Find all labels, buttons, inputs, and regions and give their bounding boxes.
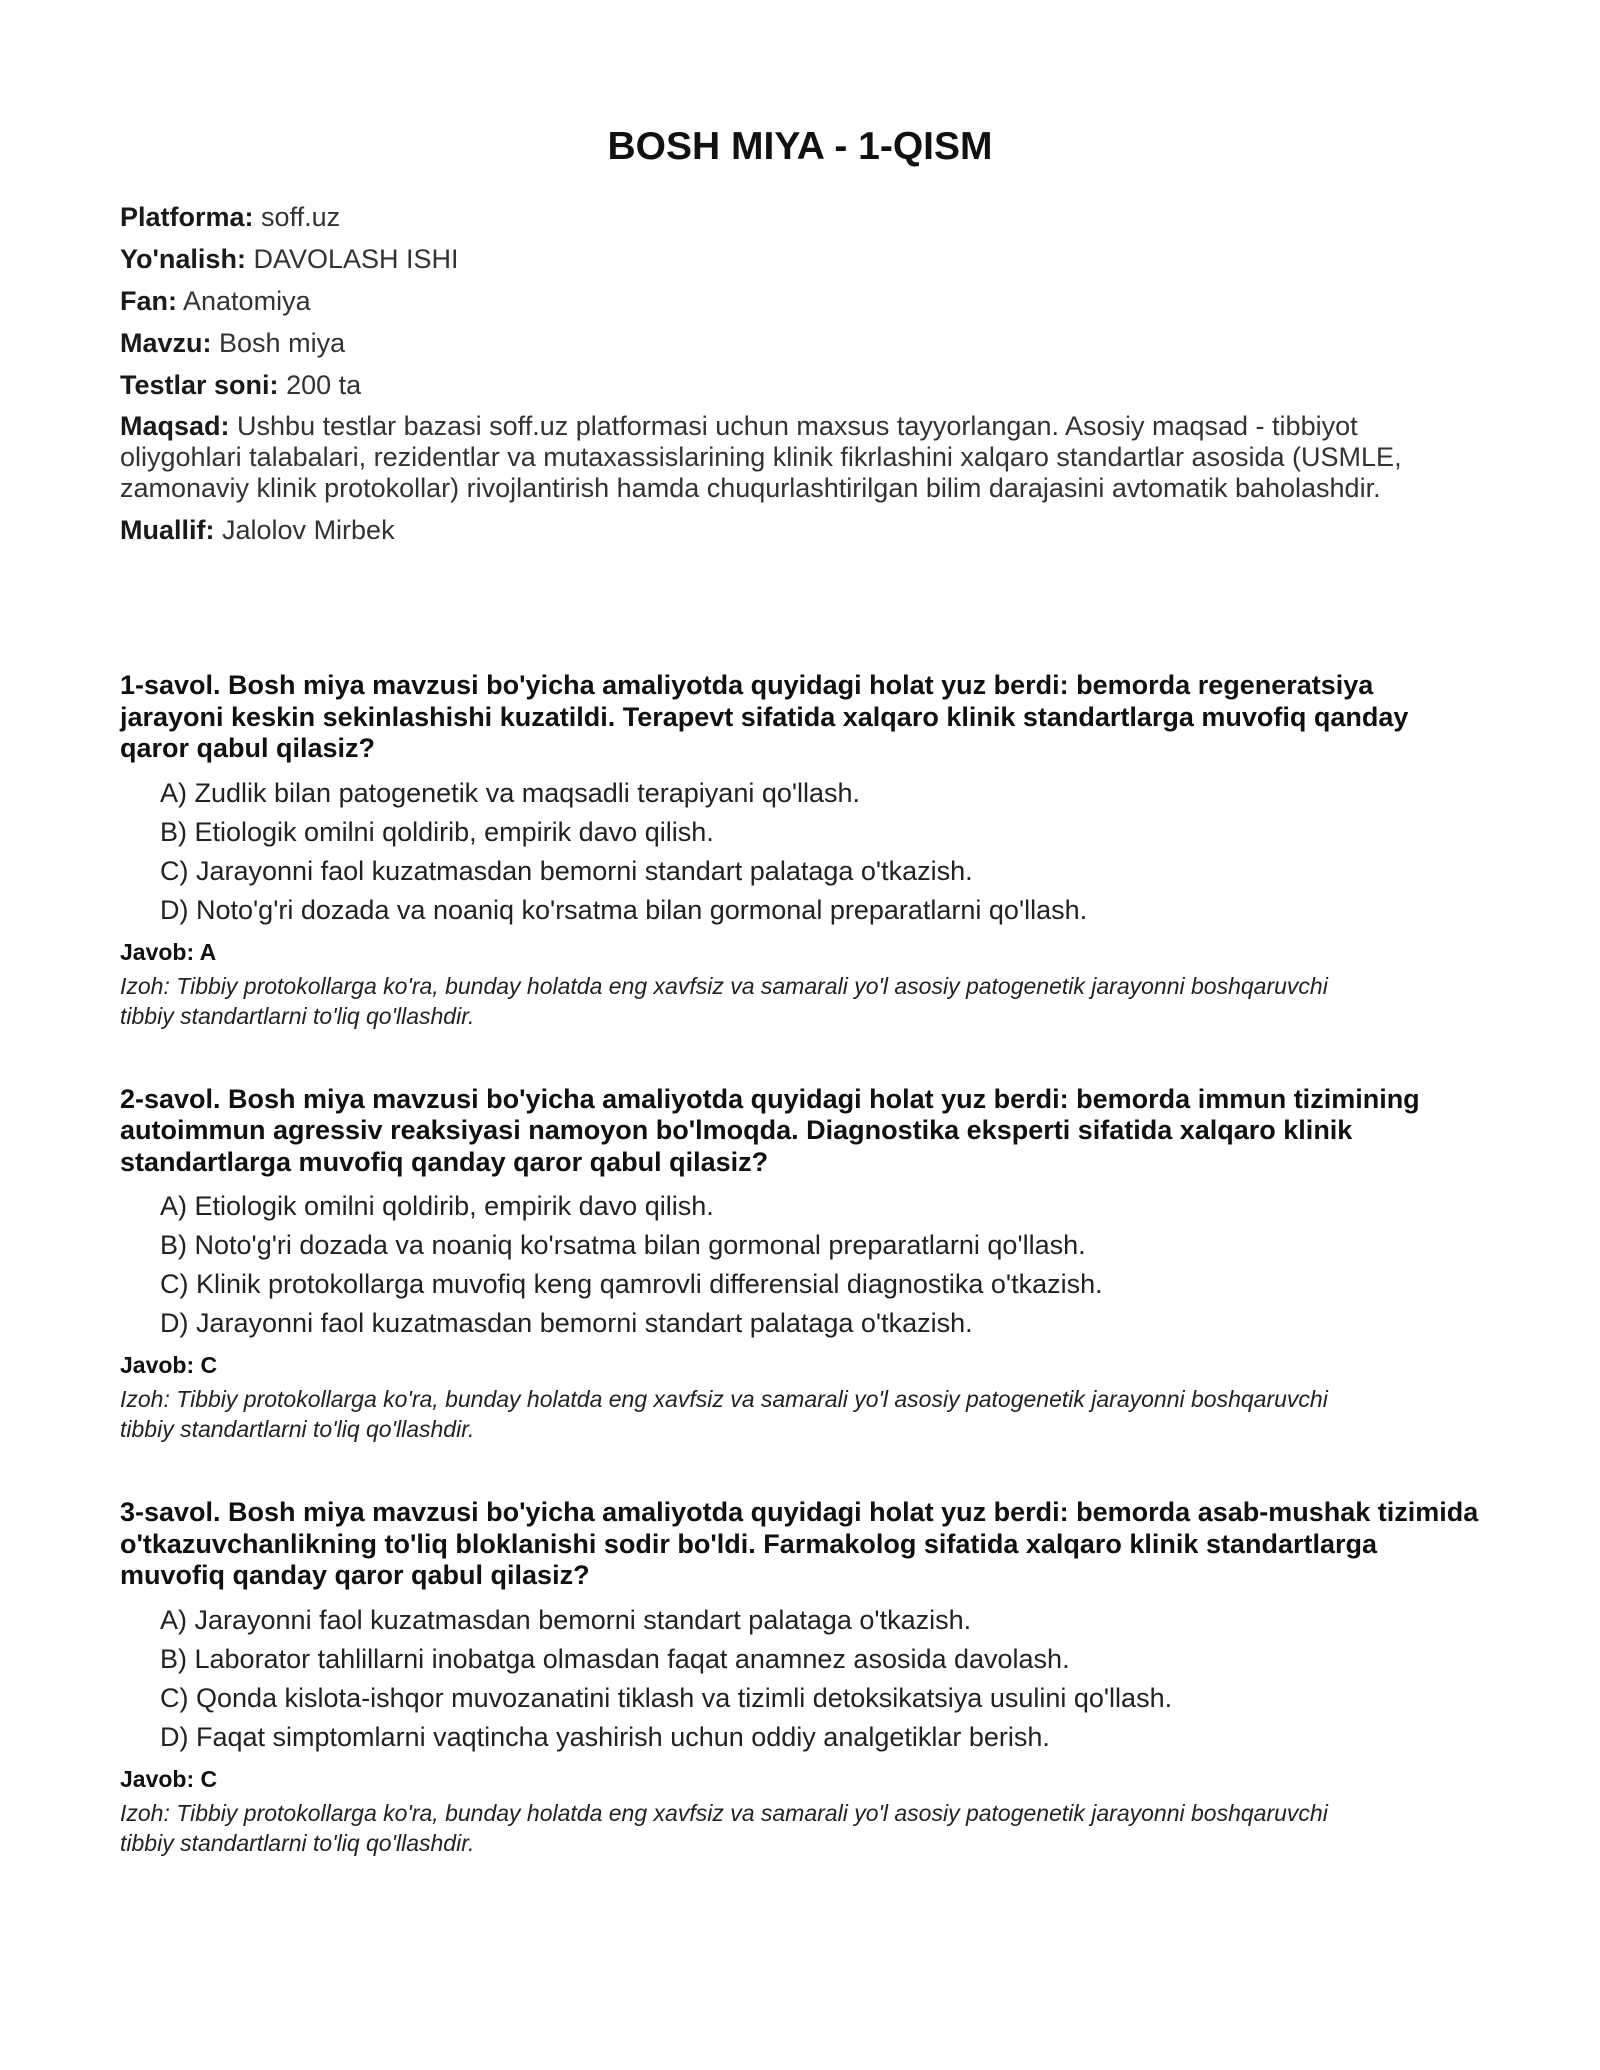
option-list [120,1190,1480,1339]
meta-label: Testlar soni: [120,370,279,400]
meta-value: Bosh miya [219,328,346,358]
meta-topic [120,327,1460,359]
meta-value: DAVOLASH ISHI [253,244,459,274]
option-a: A) Etiologik omilni qoldirib, empirik davo qilish. [160,1191,714,1221]
meta-direction [120,243,1460,275]
meta-author [120,514,1460,546]
option-c: C) Klinik protokollarga muvofiq keng qamrovli differensial diagnostika o'tkazish. [160,1269,1103,1299]
meta-label: Muallif: [120,515,215,545]
explanation-note: Izoh: Tibbiy protokollarga ko'ra, bunday holatda eng xavfsiz va samarali yo'l asosiy patogenetik jarayonni boshqaruvchi tibbiy standartlarni to'liq qo'llashdir. [120,1799,1328,1856]
questions-section [120,670,1480,1911]
metadata-section [120,201,1460,556]
question-text: 2-savol. Bosh miya mavzusi bo'yicha amaliyotda quyidagi holat yuz berdi: bemorda immun tizimining autoimmun agressiv reaksiyasi namoyon bo'lmoqda. Diagnostika eksperti sifatida xalqaro klinik standartlarga muvofiq qanday qaror qabul qilasiz? [120,1083,1420,1177]
meta-value: 200 ta [286,370,362,400]
meta-value: Anatomiya [183,286,311,316]
meta-subject [120,285,1460,317]
meta-platform [120,201,1460,233]
question-text: 3-savol. Bosh miya mavzusi bo'yicha amaliyotda quyidagi holat yuz berdi: bemorda asab-mushak tizimida o'tkazuvchanlikning to'liq bloklanishi sodir bo'ldi. Farmakolog sifatida xalqaro klinik standartlarga muvofiq qanday qaror qabul qilasiz? [120,1497,1479,1590]
option-d: D) Jarayonni faol kuzatmasdan bemorni standart palataga o'tkazish. [160,1308,973,1338]
meta-value: soff.uz [261,202,341,232]
option-list [120,1604,1480,1753]
option-c: C) Jarayonni faol kuzatmasdan bemorni standart palataga o'tkazish. [160,855,973,886]
question-1 [120,670,1480,1031]
option-c: C) Qonda kislota-ishqor muvozanatini tiklash va tizimli detoksikatsiya usulini qo'llash. [160,1682,1173,1713]
option-a: A) Zudlik bilan patogenetik va maqsadli terapiyani qo'llash. [160,777,861,808]
meta-value: Jalolov Mirbek [222,515,395,545]
option-b: B) Etiologik omilni qoldirib, empirik davo qilish. [160,816,714,847]
answer-label: Javob: C [120,1352,218,1378]
answer-label: Javob: A [120,938,217,965]
explanation-note: Izoh: Tibbiy protokollarga ko'ra, bunday holatda eng xavfsiz va samarali yo'l asosiy patogenetik jarayonni boshqaruvchi tibbiy standartlarni to'liq qo'llashdir. [120,1386,1328,1442]
answer-label: Javob: C [120,1765,218,1792]
meta-label: Maqsad: [120,411,230,441]
question-2 [120,1084,1480,1445]
meta-test-count [120,369,1460,401]
option-list [120,777,1480,926]
meta-value: Ushbu testlar bazasi soff.uz platformasi uchun maxsus tayyorlangan. Asosiy maqsad - tibbiyot oliygohlari talabalari, rezidentlar va mutaxassislarining klinik fikrlashini xalqaro standartlar asosida (USMLE, zamonaviy klinik protokollar) rivojlantirish hamda chuqurlashtirilgan bilim darajasini avtomatik baholashdir. [120,411,1402,503]
option-b: B) Laborator tahlillarni inobatga olmasdan faqat anamnez asosida davolash. [160,1643,1070,1674]
question-text: 1-savol. Bosh miya mavzusi bo'yicha amaliyotda quyidagi holat yuz berdi: bemorda regeneratsiya jarayoni keskin sekinlashishi kuzatildi. Terapevt sifatida xalqaro klinik standartlarga muvofiq qanday qaror qabul qilasiz? [120,670,1409,763]
document-title: BOSH MIYA - 1-QISM [607,125,993,168]
meta-label: Yo'nalish: [120,244,246,274]
option-d: D) Faqat simptomlarni vaqtincha yashirish uchun oddiy analgetiklar berish. [160,1721,1050,1752]
meta-label: Fan: [120,286,177,316]
option-a: A) Jarayonni faol kuzatmasdan bemorni standart palataga o'tkazish. [160,1604,972,1635]
meta-label: Mavzu: [120,328,212,358]
meta-purpose [120,411,1460,504]
meta-label: Platforma: [120,202,254,232]
option-b: B) Noto'g'ri dozada va noaniq ko'rsatma bilan gormonal preparatlarni qo'llash. [160,1230,1086,1260]
question-3 [120,1497,1480,1858]
option-d: D) Noto'g'ri dozada va noaniq ko'rsatma bilan gormonal preparatlarni qo'llash. [160,894,1088,925]
explanation-note: Izoh: Tibbiy protokollarga ko'ra, bunday holatda eng xavfsiz va samarali yo'l asosiy patogenetik jarayonni boshqaruvchi tibbiy standartlarni to'liq qo'llashdir. [120,972,1328,1029]
